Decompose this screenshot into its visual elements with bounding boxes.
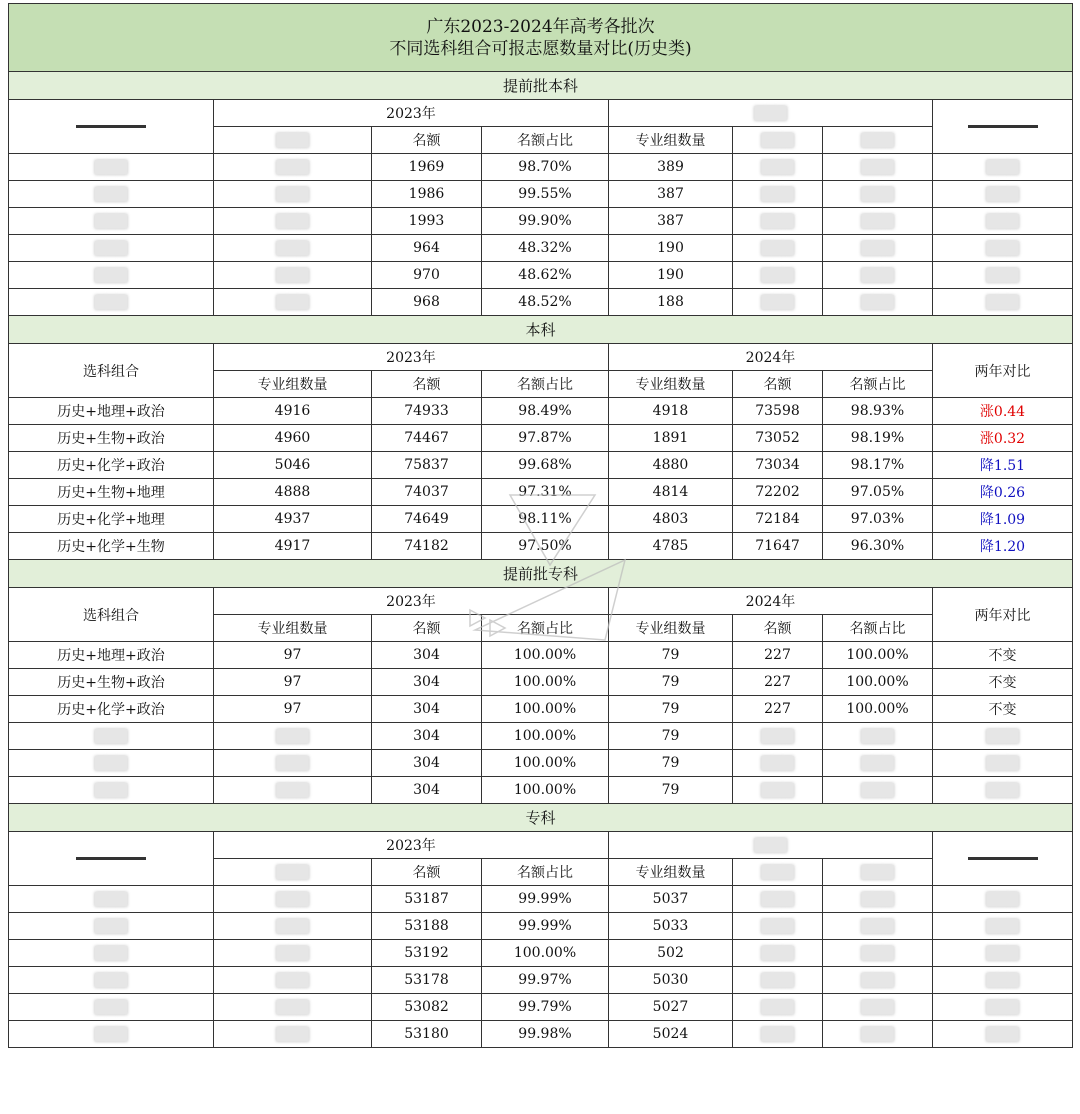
compare-cell: 降1.20 [933, 533, 1073, 560]
ratio-2023: 99.68% [482, 452, 609, 479]
ratio-2023: 100.00% [482, 669, 609, 696]
ratio-2023: 100.00% [482, 723, 609, 750]
masked-cell: ▇▇▇ [933, 750, 1073, 777]
header-2024: 2024年 [609, 344, 933, 371]
quota-2023: 74182 [372, 533, 482, 560]
masked-cell: ▇▇▇ [733, 967, 823, 994]
masked-cell: ▇▇▇ [733, 181, 823, 208]
ratio-2023: 100.00% [482, 777, 609, 804]
quota-2023: 304 [372, 723, 482, 750]
table-row [9, 208, 1073, 235]
masked-cell: ▇▇▇ [733, 994, 823, 1021]
masked-cell: ▇▇▇ [823, 154, 933, 181]
header-compare: 两年对比 [933, 344, 1073, 398]
group-count-2024: 79 [609, 750, 733, 777]
table-row [9, 344, 1073, 371]
masked-cell: ▇▇▇ [9, 777, 214, 804]
quota-2024: 73598 [733, 398, 823, 425]
header-ratio: 名额占比 [482, 615, 609, 642]
quota-2024: 227 [733, 696, 823, 723]
header-group-count: 专业组数量 [214, 371, 372, 398]
masked-cell: ▇▇▇ [214, 723, 372, 750]
group-count-2024: 79 [609, 642, 733, 669]
quota-2023: 53178 [372, 967, 482, 994]
table-row [9, 967, 1073, 994]
masked-cell: ▇▇▇ [9, 750, 214, 777]
table-row [9, 669, 1073, 696]
ratio-2023: 99.99% [482, 886, 609, 913]
compare-cell: 降0.26 [933, 479, 1073, 506]
masked-cell: ▇▇▇ [214, 886, 372, 913]
table-row [9, 994, 1073, 1021]
ratio-2023: 99.97% [482, 967, 609, 994]
masked-cell: ▇▇▇ [933, 289, 1073, 316]
group-count-2024: 5030 [609, 967, 733, 994]
ratio-2023: 100.00% [482, 642, 609, 669]
header-masked: ▇▇▇ [733, 859, 823, 886]
header-ratio: 名额占比 [482, 859, 609, 886]
ratio-2024: 100.00% [823, 669, 933, 696]
group-count-2024: 79 [609, 696, 733, 723]
quota-2023: 74649 [372, 506, 482, 533]
masked-cell: ▇▇▇ [214, 262, 372, 289]
masked-cell: ▇▇▇ [9, 181, 214, 208]
masked-cell: ▇▇▇ [933, 181, 1073, 208]
masked-cell: ▇▇▇ [214, 289, 372, 316]
group-count-2024: 5024 [609, 1021, 733, 1048]
masked-cell: ▇▇▇ [733, 723, 823, 750]
group-count-2024: 79 [609, 669, 733, 696]
group-count-2023: 4888 [214, 479, 372, 506]
group-count-2023: 97 [214, 642, 372, 669]
masked-cell: ▇▇▇ [733, 940, 823, 967]
masked-cell: ▇▇▇ [733, 262, 823, 289]
group-count-2024: 188 [609, 289, 733, 316]
compare-cell: 涨0.32 [933, 425, 1073, 452]
masked-cell: ▇▇▇ [933, 967, 1073, 994]
header-quota: 名额 [372, 127, 482, 154]
table-row [9, 479, 1073, 506]
masked-cell: ▇▇▇ [214, 913, 372, 940]
table-row [9, 913, 1073, 940]
table-row [9, 777, 1073, 804]
quota-2023: 1993 [372, 208, 482, 235]
compare-cell: 涨0.44 [933, 398, 1073, 425]
group-count-2024: 389 [609, 154, 733, 181]
header-masked [933, 100, 1073, 154]
table-row [9, 533, 1073, 560]
group-count-2024: 190 [609, 235, 733, 262]
quota-2023: 74037 [372, 479, 482, 506]
masked-cell: ▇▇▇ [823, 913, 933, 940]
ratio-2023: 100.00% [482, 696, 609, 723]
header-ratio: 名额占比 [482, 371, 609, 398]
header-masked: ▇▇▇ [609, 100, 933, 127]
group-count-2024: 5033 [609, 913, 733, 940]
ratio-2023: 97.87% [482, 425, 609, 452]
header-quota: 名额 [372, 371, 482, 398]
page-title [9, 4, 1073, 72]
masked-cell: ▇▇▇ [214, 940, 372, 967]
masked-cell: ▇▇▇ [933, 940, 1073, 967]
header-group-count: 专业组数量 [609, 371, 733, 398]
table-row [9, 723, 1073, 750]
table-row [9, 832, 1073, 859]
header-quota: 名额 [372, 859, 482, 886]
group-count-2023: 4916 [214, 398, 372, 425]
table-row [9, 886, 1073, 913]
quota-2024: 73052 [733, 425, 823, 452]
group-count-2024: 5027 [609, 994, 733, 1021]
masked-cell: ▇▇▇ [823, 940, 933, 967]
header-combo: 选科组合 [9, 588, 214, 642]
quota-2023: 53082 [372, 994, 482, 1021]
header-masked: ▇▇▇ [733, 127, 823, 154]
group-count-2024: 1891 [609, 425, 733, 452]
header-quota: 名额 [372, 615, 482, 642]
table-row [9, 289, 1073, 316]
masked-cell: ▇▇▇ [733, 235, 823, 262]
table-row [9, 154, 1073, 181]
quota-2023: 53192 [372, 940, 482, 967]
masked-cell: ▇▇▇ [9, 154, 214, 181]
group-count-2024: 79 [609, 777, 733, 804]
ratio-2023: 99.98% [482, 1021, 609, 1048]
compare-cell: 降1.09 [933, 506, 1073, 533]
ratio-2024: 98.19% [823, 425, 933, 452]
masked-cell: ▇▇▇ [9, 235, 214, 262]
ratio-2023: 48.62% [482, 262, 609, 289]
masked-cell: ▇▇▇ [933, 208, 1073, 235]
ratio-2024: 98.17% [823, 452, 933, 479]
compare-cell: 不变 [933, 696, 1073, 723]
table-row [9, 316, 1073, 344]
quota-2023: 53188 [372, 913, 482, 940]
quota-2023: 1969 [372, 154, 482, 181]
masked-cell: ▇▇▇ [933, 886, 1073, 913]
masked-cell: ▇▇▇ [9, 940, 214, 967]
masked-cell: ▇▇▇ [214, 235, 372, 262]
group-count-2023: 97 [214, 696, 372, 723]
ratio-2023: 97.31% [482, 479, 609, 506]
header-masked [9, 832, 214, 886]
masked-cell: ▇▇▇ [9, 994, 214, 1021]
header-2024: 2024年 [609, 588, 933, 615]
masked-cell: ▇▇▇ [823, 262, 933, 289]
masked-cell: ▇▇▇ [933, 994, 1073, 1021]
masked-cell: ▇▇▇ [733, 208, 823, 235]
header-2023: 2023年 [214, 588, 609, 615]
ratio-2023: 100.00% [482, 940, 609, 967]
ratio-2023: 99.79% [482, 994, 609, 1021]
masked-cell: ▇▇▇ [823, 723, 933, 750]
masked-cell: ▇▇▇ [9, 967, 214, 994]
ratio-2023: 99.99% [482, 913, 609, 940]
table-row [9, 1021, 1073, 1048]
table-row [9, 696, 1073, 723]
masked-cell: ▇▇▇ [933, 777, 1073, 804]
quota-2024: 227 [733, 642, 823, 669]
masked-cell: ▇▇▇ [214, 967, 372, 994]
ratio-2023: 100.00% [482, 750, 609, 777]
header-group-count: 专业组数量 [609, 127, 733, 154]
header-2023: 2023年 [214, 832, 609, 859]
header-group-count: 专业组数量 [609, 859, 733, 886]
group-count-2024: 4785 [609, 533, 733, 560]
masked-cell: ▇▇▇ [9, 886, 214, 913]
group-count-2023: 5046 [214, 452, 372, 479]
header-compare: 两年对比 [933, 588, 1073, 642]
masked-cell: ▇▇▇ [823, 1021, 933, 1048]
masked-cell: ▇▇▇ [823, 208, 933, 235]
table-row [9, 181, 1073, 208]
header-group-count: 专业组数量 [214, 615, 372, 642]
masked-cell: ▇▇▇ [733, 289, 823, 316]
section-header: 本科 [9, 316, 1073, 344]
quota-2023: 74933 [372, 398, 482, 425]
group-count-2023: 4937 [214, 506, 372, 533]
masked-cell: ▇▇▇ [733, 913, 823, 940]
table-row [9, 235, 1073, 262]
header-ratio: 名额占比 [482, 127, 609, 154]
table-row [9, 750, 1073, 777]
quota-2023: 304 [372, 696, 482, 723]
masked-cell: ▇▇▇ [214, 777, 372, 804]
quota-2023: 304 [372, 750, 482, 777]
table-row [9, 940, 1073, 967]
table-row [9, 425, 1073, 452]
combo-cell: 历史+化学+政治 [9, 452, 214, 479]
masked-cell: ▇▇▇ [214, 750, 372, 777]
ratio-2024: 100.00% [823, 642, 933, 669]
table-row [9, 100, 1073, 127]
header-combo: 选科组合 [9, 344, 214, 398]
ratio-2024: 98.93% [823, 398, 933, 425]
header-2023: 2023年 [214, 100, 609, 127]
combo-cell: 历史+化学+生物 [9, 533, 214, 560]
compare-cell: 不变 [933, 669, 1073, 696]
masked-cell: ▇▇▇ [933, 262, 1073, 289]
ratio-2023: 48.32% [482, 235, 609, 262]
group-count-2024: 387 [609, 208, 733, 235]
combo-cell: 历史+化学+政治 [9, 696, 214, 723]
masked-cell: ▇▇▇ [933, 1021, 1073, 1048]
header-masked: ▇▇▇ [823, 127, 933, 154]
masked-cell: ▇▇▇ [9, 262, 214, 289]
masked-cell: ▇▇▇ [823, 777, 933, 804]
table-row [9, 72, 1073, 100]
ratio-2023: 99.55% [482, 181, 609, 208]
group-count-2024: 502 [609, 940, 733, 967]
masked-cell: ▇▇▇ [733, 154, 823, 181]
ratio-2023: 48.52% [482, 289, 609, 316]
title-line-1: 广东2023-2024年高考各批次 [426, 16, 655, 37]
group-count-2024: 5037 [609, 886, 733, 913]
ratio-2023: 99.90% [482, 208, 609, 235]
masked-cell: ▇▇▇ [733, 886, 823, 913]
combo-cell: 历史+生物+政治 [9, 669, 214, 696]
quota-2023: 968 [372, 289, 482, 316]
group-count-2024: 4918 [609, 398, 733, 425]
table-row [9, 262, 1073, 289]
table-row [9, 588, 1073, 615]
group-count-2024: 4880 [609, 452, 733, 479]
combo-cell: 历史+生物+地理 [9, 479, 214, 506]
masked-cell: ▇▇▇ [823, 289, 933, 316]
section-header: 专科 [9, 804, 1073, 832]
group-count-2024: 79 [609, 723, 733, 750]
ratio-2023: 98.49% [482, 398, 609, 425]
masked-cell: ▇▇▇ [823, 235, 933, 262]
header-2023: 2023年 [214, 344, 609, 371]
masked-cell: ▇▇▇ [733, 1021, 823, 1048]
header-masked: ▇▇▇ [823, 859, 933, 886]
masked-cell: ▇▇▇ [933, 235, 1073, 262]
combo-cell: 历史+生物+政治 [9, 425, 214, 452]
masked-cell: ▇▇▇ [9, 723, 214, 750]
header-ratio: 名额占比 [823, 371, 933, 398]
masked-cell: ▇▇▇ [733, 750, 823, 777]
header-quota: 名额 [733, 615, 823, 642]
ratio-2023: 98.11% [482, 506, 609, 533]
masked-cell: ▇▇▇ [214, 154, 372, 181]
masked-cell: ▇▇▇ [214, 994, 372, 1021]
masked-cell: ▇▇▇ [933, 154, 1073, 181]
combo-cell: 历史+地理+政治 [9, 642, 214, 669]
quota-2024: 72184 [733, 506, 823, 533]
title-line-2: 不同选科组合可报志愿数量对比(历史类) [389, 38, 692, 59]
masked-cell: ▇▇▇ [733, 777, 823, 804]
masked-cell: ▇▇▇ [9, 289, 214, 316]
header-ratio: 名额占比 [823, 615, 933, 642]
combo-cell: 历史+化学+地理 [9, 506, 214, 533]
ratio-2024: 100.00% [823, 696, 933, 723]
ratio-2023: 98.70% [482, 154, 609, 181]
compare-cell: 降1.51 [933, 452, 1073, 479]
masked-cell: ▇▇▇ [823, 750, 933, 777]
table-row [9, 506, 1073, 533]
masked-cell: ▇▇▇ [933, 723, 1073, 750]
quota-2023: 53187 [372, 886, 482, 913]
header-masked: ▇▇▇ [214, 127, 372, 154]
quota-2023: 75837 [372, 452, 482, 479]
ratio-2024: 97.03% [823, 506, 933, 533]
masked-cell: ▇▇▇ [9, 1021, 214, 1048]
combo-cell: 历史+地理+政治 [9, 398, 214, 425]
quota-2023: 970 [372, 262, 482, 289]
header-masked [9, 100, 214, 154]
table-row [9, 804, 1073, 832]
masked-cell: ▇▇▇ [823, 181, 933, 208]
group-count-2023: 4917 [214, 533, 372, 560]
comparison-table [8, 3, 1073, 1048]
masked-cell: ▇▇▇ [823, 967, 933, 994]
ratio-2023: 97.50% [482, 533, 609, 560]
quota-2024: 227 [733, 669, 823, 696]
quota-2024: 73034 [733, 452, 823, 479]
group-count-2024: 190 [609, 262, 733, 289]
header-masked [933, 832, 1073, 886]
quota-2024: 72202 [733, 479, 823, 506]
quota-2023: 304 [372, 669, 482, 696]
compare-cell: 不变 [933, 642, 1073, 669]
quota-2023: 964 [372, 235, 482, 262]
masked-cell: ▇▇▇ [214, 181, 372, 208]
quota-2023: 304 [372, 777, 482, 804]
quota-2024: 71647 [733, 533, 823, 560]
quota-2023: 74467 [372, 425, 482, 452]
group-count-2024: 4803 [609, 506, 733, 533]
masked-cell: ▇▇▇ [9, 208, 214, 235]
section-header: 提前批专科 [9, 560, 1073, 588]
masked-cell: ▇▇▇ [214, 1021, 372, 1048]
table-row [9, 560, 1073, 588]
quota-2023: 1986 [372, 181, 482, 208]
table-row [9, 452, 1073, 479]
group-count-2024: 4814 [609, 479, 733, 506]
masked-cell: ▇▇▇ [933, 913, 1073, 940]
masked-cell: ▇▇▇ [823, 886, 933, 913]
quota-2023: 53180 [372, 1021, 482, 1048]
ratio-2024: 97.05% [823, 479, 933, 506]
masked-cell: ▇▇▇ [9, 913, 214, 940]
masked-cell: ▇▇▇ [214, 208, 372, 235]
table-row [9, 642, 1073, 669]
ratio-2024: 96.30% [823, 533, 933, 560]
header-masked: ▇▇▇ [214, 859, 372, 886]
header-group-count: 专业组数量 [609, 615, 733, 642]
group-count-2024: 387 [609, 181, 733, 208]
group-count-2023: 97 [214, 669, 372, 696]
table-row [9, 398, 1073, 425]
masked-cell: ▇▇▇ [823, 994, 933, 1021]
section-header: 提前批本科 [9, 72, 1073, 100]
header-quota: 名额 [733, 371, 823, 398]
group-count-2023: 4960 [214, 425, 372, 452]
quota-2023: 304 [372, 642, 482, 669]
header-masked: ▇▇▇ [609, 832, 933, 859]
